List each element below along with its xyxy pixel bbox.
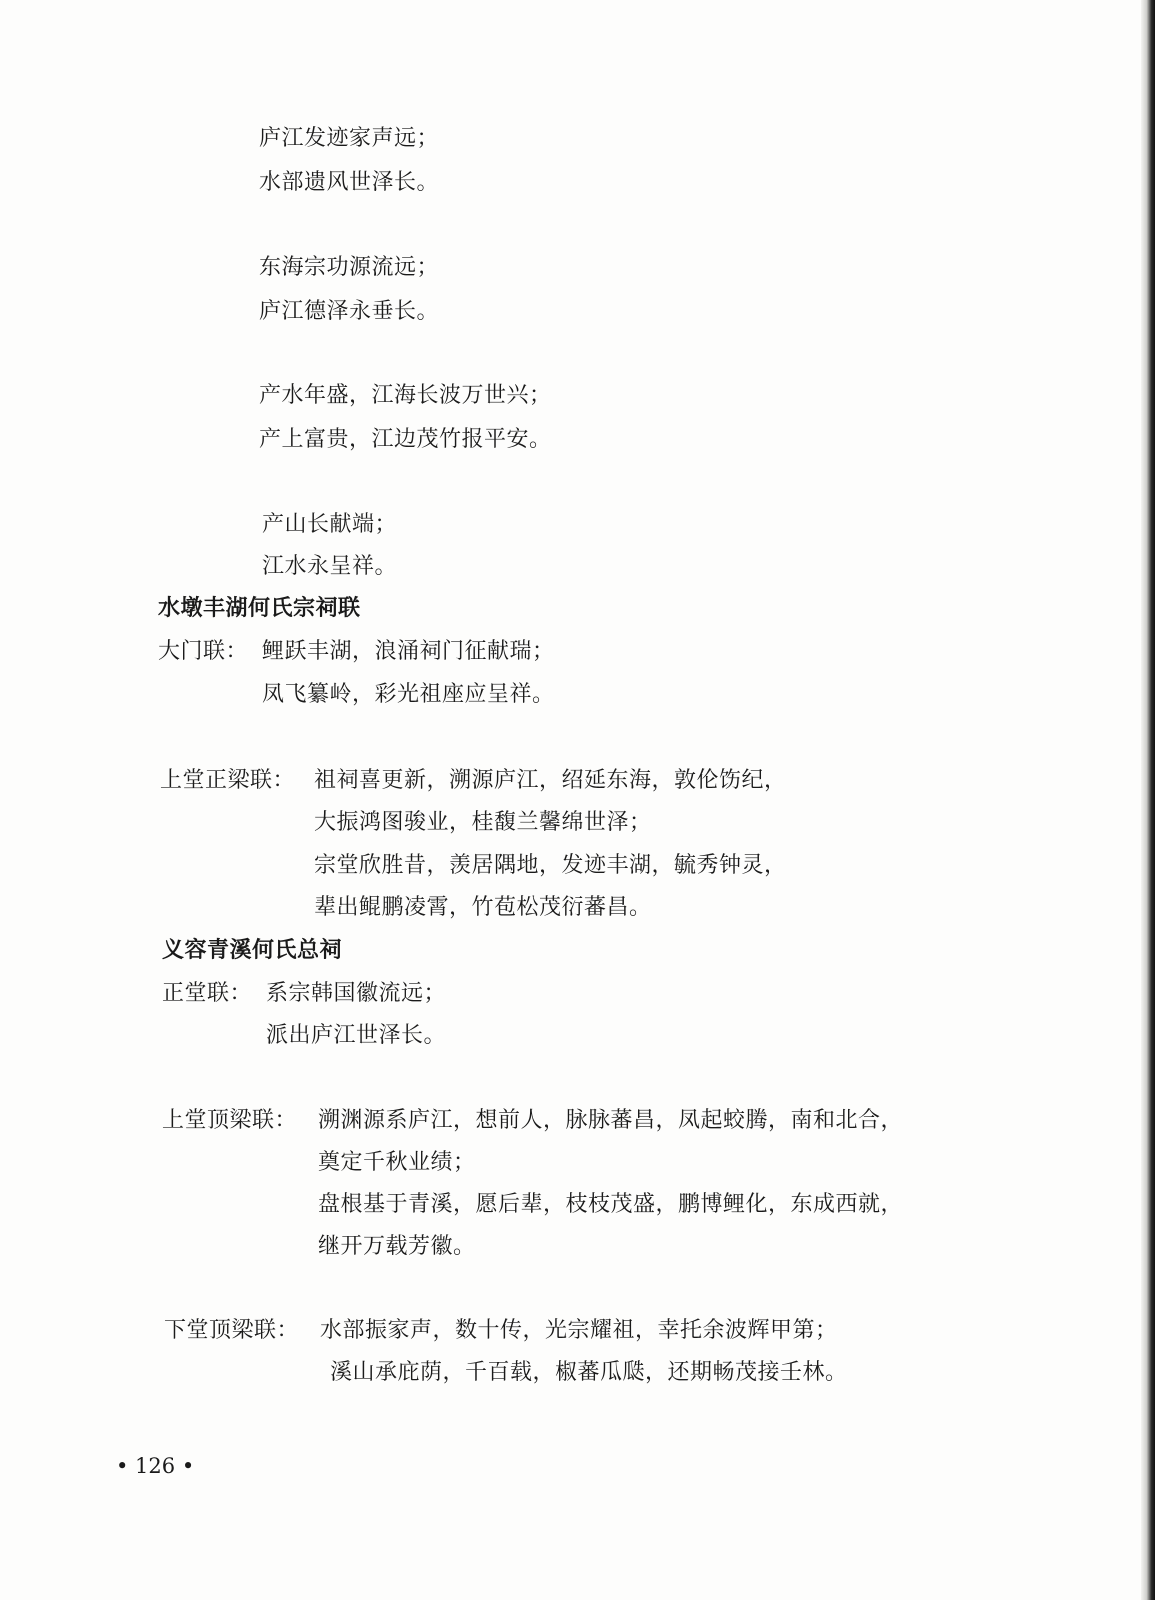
couplet-line: 庐江德泽永垂长。	[259, 299, 440, 324]
couplet-label: 大门联：	[158, 639, 249, 664]
couplet-line: 派出庐江世泽长。	[266, 1023, 447, 1048]
couplet-label: 下堂顶梁联：	[164, 1318, 300, 1343]
section-heading: 义容青溪何氏总祠	[162, 938, 343, 963]
scan-edge-shadow	[1141, 0, 1155, 1600]
couplet-line: 凤飞纂岭，彩光祖座应呈祥。	[262, 682, 555, 707]
couplet-line: 祖祠喜更新，溯源庐江，绍延东海，敦伦饬纪，	[314, 768, 787, 793]
couplet-line: 产水年盛，江海长波万世兴；	[259, 383, 552, 408]
couplet-line: 产上富贵，江边茂竹报平安。	[259, 427, 552, 452]
couplet-line: 鲤跃丰湖，浪涌祠门征献瑞；	[262, 639, 555, 664]
couplet-line: 水部振家声，数十传，光宗耀祖，幸托余波辉甲第；	[320, 1318, 838, 1343]
couplet-label: 上堂正梁联：	[160, 768, 296, 793]
couplet-label: 正堂联：	[162, 981, 253, 1006]
couplet-line: 庐江发迹家声远；	[259, 126, 440, 151]
couplet-line: 江水永呈祥。	[262, 554, 398, 579]
couplet-line: 溯渊源系庐江，想前人，脉脉蕃昌，凤起蛟腾，南和北合，	[318, 1108, 904, 1133]
couplet-line: 盘根基于青溪，愿后辈，枝枝茂盛，鹏博鲤化，东成西就，	[318, 1192, 904, 1217]
section-heading: 水墩丰湖何氏宗祠联	[158, 596, 361, 621]
page-number: • 126 •	[116, 1454, 195, 1478]
couplet-line: 产山长献端；	[262, 512, 398, 537]
couplet-label: 上堂顶梁联：	[162, 1108, 298, 1133]
couplet-line: 继开万载芳徽。	[318, 1234, 476, 1259]
couplet-line: 溪山承庇荫，千百载，椒蕃瓜瓞，还期畅茂接壬林。	[330, 1360, 848, 1385]
couplet-line: 奠定千秋业绩；	[318, 1150, 476, 1175]
couplet-line: 东海宗功源流远；	[259, 255, 440, 280]
couplet-line: 大振鸿图骏业，桂馥兰馨绵世泽；	[314, 810, 652, 835]
couplet-line: 辈出鲲鹏凌霄，竹苞松茂衍蕃昌。	[314, 895, 652, 920]
couplet-line: 系宗韩国徽流远；	[266, 981, 447, 1006]
couplet-line: 水部遗风世泽长。	[259, 170, 440, 195]
couplet-line: 宗堂欣胜昔，羡居隅地，发迹丰湖，毓秀钟灵，	[314, 853, 787, 878]
